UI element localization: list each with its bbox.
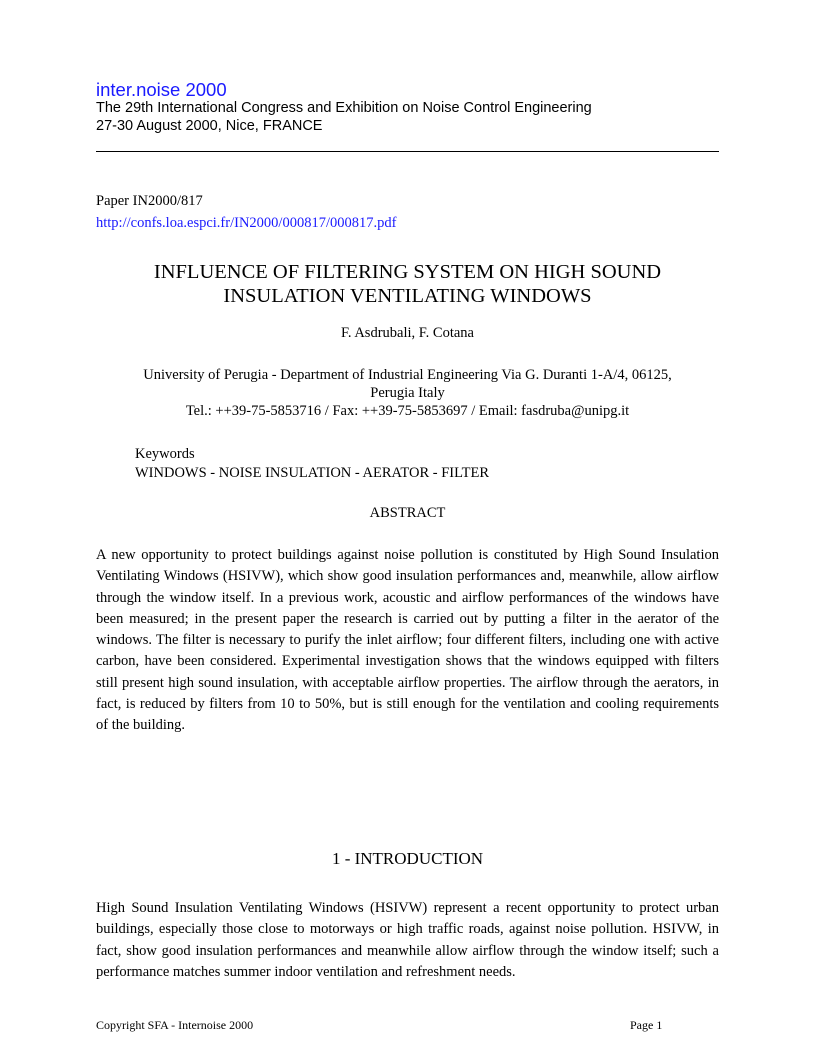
conference-full-name: The 29th International Congress and Exhibition on Noise Control Engineering	[96, 100, 592, 116]
abstract-text: A new opportunity to protect buildings against noise pollution is constituted by High Sound Insulation Ventilating Windows (HSIVW), which show good insulation performances and, meanwhile, allow airflow through the window itself. In a previous work, acoustic and airflow performances of the windows have been measured; in the present paper the research is carried out by putting a filter in the aerator of the windows. The filter is necessary to purify the inlet airflow; four different filters, including one with active carbon, have been considered. Experimental investigation shows that the windows equipped with filters still present high sound insulation, with acceptable airflow properties. The airflow through the aerators, in fact, is reduced by filters from 10 to 50%, but is still enough for the ventilation and cooling requirements of the building.	[96, 547, 719, 733]
footer-page-number: Page 1	[630, 1018, 663, 1032]
paper-title-line-2: INSULATION VENTILATING WINDOWS	[223, 285, 592, 307]
header-divider	[96, 151, 719, 152]
footer-copyright: Copyright SFA - Internoise 2000	[96, 1018, 254, 1032]
authors: F. Asdrubali, F. Cotana	[340, 325, 474, 341]
keywords-list: WINDOWS - NOISE INSULATION - AERATOR - FILTER	[135, 465, 490, 481]
contact-line: Tel.: ++39-75-5853716 / Fax: ++39-75-5853697 / Email: fasdruba@unipg.it	[185, 403, 630, 419]
affiliation-line-2: Perugia Italy	[370, 385, 445, 401]
introduction-heading: 1 - INTRODUCTION	[331, 849, 484, 868]
conference-name: inter.noise 2000	[96, 79, 227, 100]
conference-date-place: 27-30 August 2000, Nice, FRANCE	[96, 118, 323, 134]
paper-id: Paper IN2000/817	[96, 193, 203, 209]
introduction-text: High Sound Insulation Ventilating Windows (HSIVW) represent a recent opportunity to protect urban buildings, especially those close to motorways or high traffic roads, against noise pollution. HSIVW, in fact, show good insulation performances and meanwhile allow airflow through the window itself; such a performance matches summer indoor ventilation and refreshment needs.	[96, 900, 719, 980]
affiliation-line-1: University of Perugia - Department of Industrial Engineering Via G. Duranti 1-A/4, 06125,	[143, 367, 672, 383]
paper-url-link[interactable]: http://confs.loa.espci.fr/IN2000/000817/000817.pdf	[96, 215, 397, 231]
abstract-heading: ABSTRACT	[369, 505, 446, 521]
keywords-label: Keywords	[135, 446, 195, 462]
paper-title-line-1: INFLUENCE OF FILTERING SYSTEM ON HIGH SOUND	[153, 261, 662, 283]
